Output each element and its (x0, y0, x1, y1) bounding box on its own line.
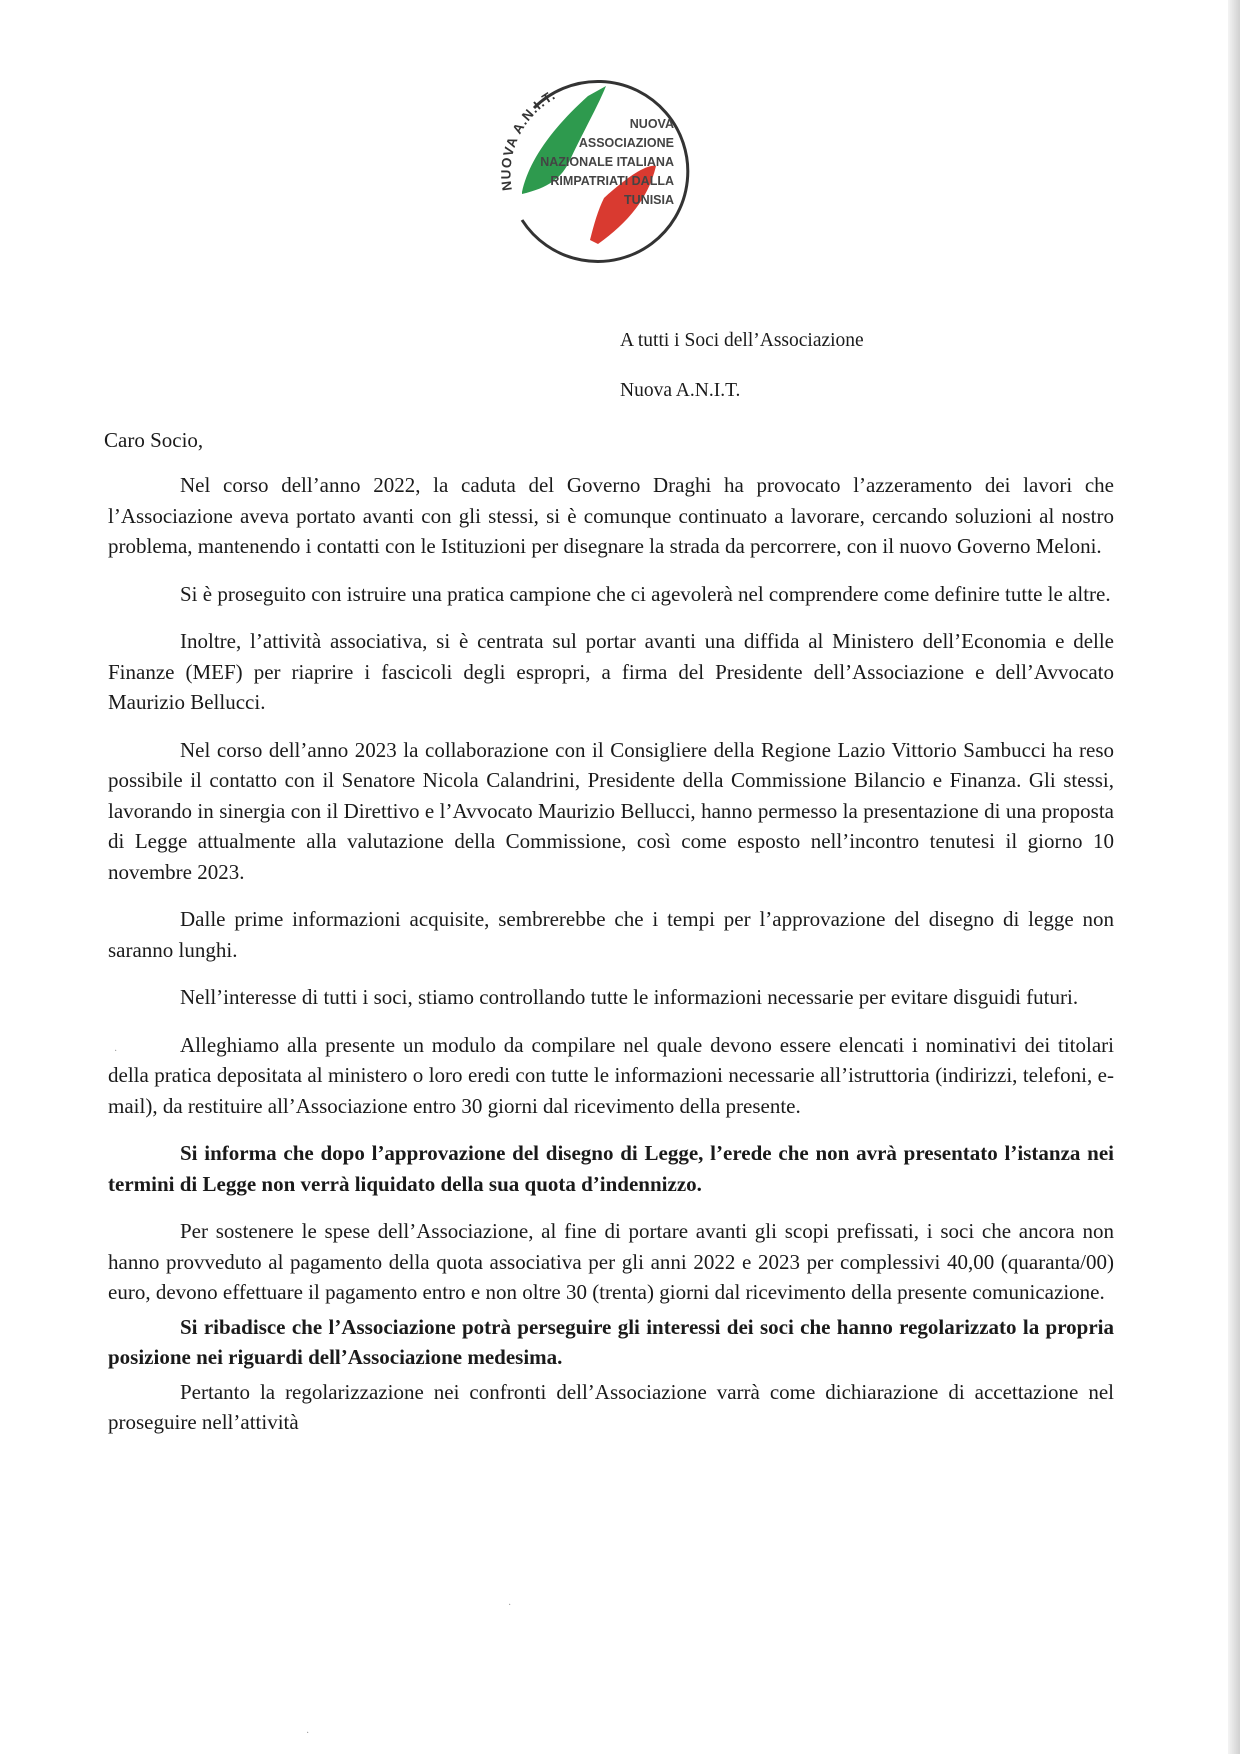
logo-text-line-1: NUOVA (629, 117, 674, 131)
paragraph-6: Nell’interesse di tutti i soci, stiamo controllando tutte le informazioni necessarie per evitare disguidi futuri. (180, 985, 1079, 1009)
bold-notice-inheritance: Si informa che dopo l’approvazione del disegno di Legge, l’erede che non avrà presentato l’istanza nei termini di Legge non verrà liquidato della sua quota d’indennizzo. (108, 1141, 1114, 1196)
salutation: Caro Socio, (104, 428, 204, 452)
logo-text-line-5: TUNISIA (624, 193, 674, 207)
logo-arc-text: NUOVA A.N.I.T. (498, 87, 559, 192)
paragraph-membership-fee: Per sostenere le spese dell’Associazione, al fine di portare avanti gli scopi prefissati, i soci che ancora non hanno provveduto al pagamento della quota associativa per gli anni 2022 e 2023 per complessivi 40,00 (quaranta/00) euro, devono effettuare il pagamento entro e non oltre 30 (trenta) giorni dal ricevimento della presente comunicazione. (108, 1219, 1114, 1304)
paragraph-7: Alleghiamo alla presente un modulo da compilare nel quale devono essere elencati i nominativi dei titolari della pratica depositata al ministero o loro eredi con tutte le informazioni necessarie all’istruttoria (indirizzi, telefoni, e-mail), da restituire all’Associazione entro 30 giorni dal ricevimento della presente. (108, 1032, 1114, 1118)
paragraph-3: Inoltre, l’attività associativa, si è centrata sul portar avanti una diffida al Ministero dell’Economia e delle Finanze (MEF) per riaprire i fascicoli degli espropri, a firma del Presidente dell’Associazione e dell’Avvocato Maurizio Bellucci. (108, 629, 1114, 714)
paragraph-4: Nel corso dell’anno 2023 la collaborazione con il Consigliere della Regione Lazio Vittorio Sambucci ha reso possibile il contatto con il Senatore Nicola Calandrini, Presidente della Commissione Bilancio e Finanza. Gli stessi, lavorando in sinergia con il Direttivo e l’Avvocato Maurizio Bellucci, hanno permesso la presentazione di una proposta di Legge attualmente alla valutazione della Commissione, così come esposto nell’incontro tenutesi il giorno 10 novembre 2023. (108, 737, 1114, 884)
paragraph-2: Si è proseguito con istruire una pratica campione che ci agevolerà nel comprendere come definire tutte le altre. (180, 581, 1111, 606)
scan-speck: · (114, 1046, 118, 1057)
paragraph-closing: Pertanto la regolarizzazione nei confronti dell’Associazione varrà come dichiarazione di accettazione nel proseguire nell’attività (108, 1379, 1114, 1434)
recipient-line-1: A tutti i Soci dell’Associazione (620, 330, 864, 351)
scan-speck: · (306, 1728, 310, 1739)
scan-speck: · (508, 1600, 512, 1611)
paragraph-5: Dalle prime informazioni acquisite, sembrerebbe che i tempi per l’approvazione del disegno di legge non saranno lunghi. (108, 907, 1114, 962)
paragraph-1: Nel corso dell’anno 2022, la caduta del Governo Draghi ha provocato l’azzeramento dei lavori che l’Associazione aveva portato avanti con gli stessi, si è comunque continuato a lavorare, cercando soluzioni al nostro problema, mantenendo i contatti con le Istituzioni per disegnare la strada da percorrere, con il nuovo Governo Meloni. (108, 473, 1114, 558)
letter-body (108, 470, 1114, 1455)
logo-text-line-3: NAZIONALE ITALIANA (540, 155, 674, 169)
association-logo (486, 72, 696, 272)
recipient-line-2: Nuova A.N.I.T. (620, 380, 741, 401)
scan-edge (1228, 0, 1240, 1754)
logo-text-line-2: ASSOCIAZIONE (578, 136, 674, 150)
logo-text-line-4: RIMPATRIATI DALLA (550, 174, 674, 188)
bold-notice-regularization: Si ribadisce che l’Associazione potrà perseguire gli interessi dei soci che hanno regolarizzato la propria posizione nei riguardi dell’Associazione medesima. (108, 1314, 1114, 1369)
